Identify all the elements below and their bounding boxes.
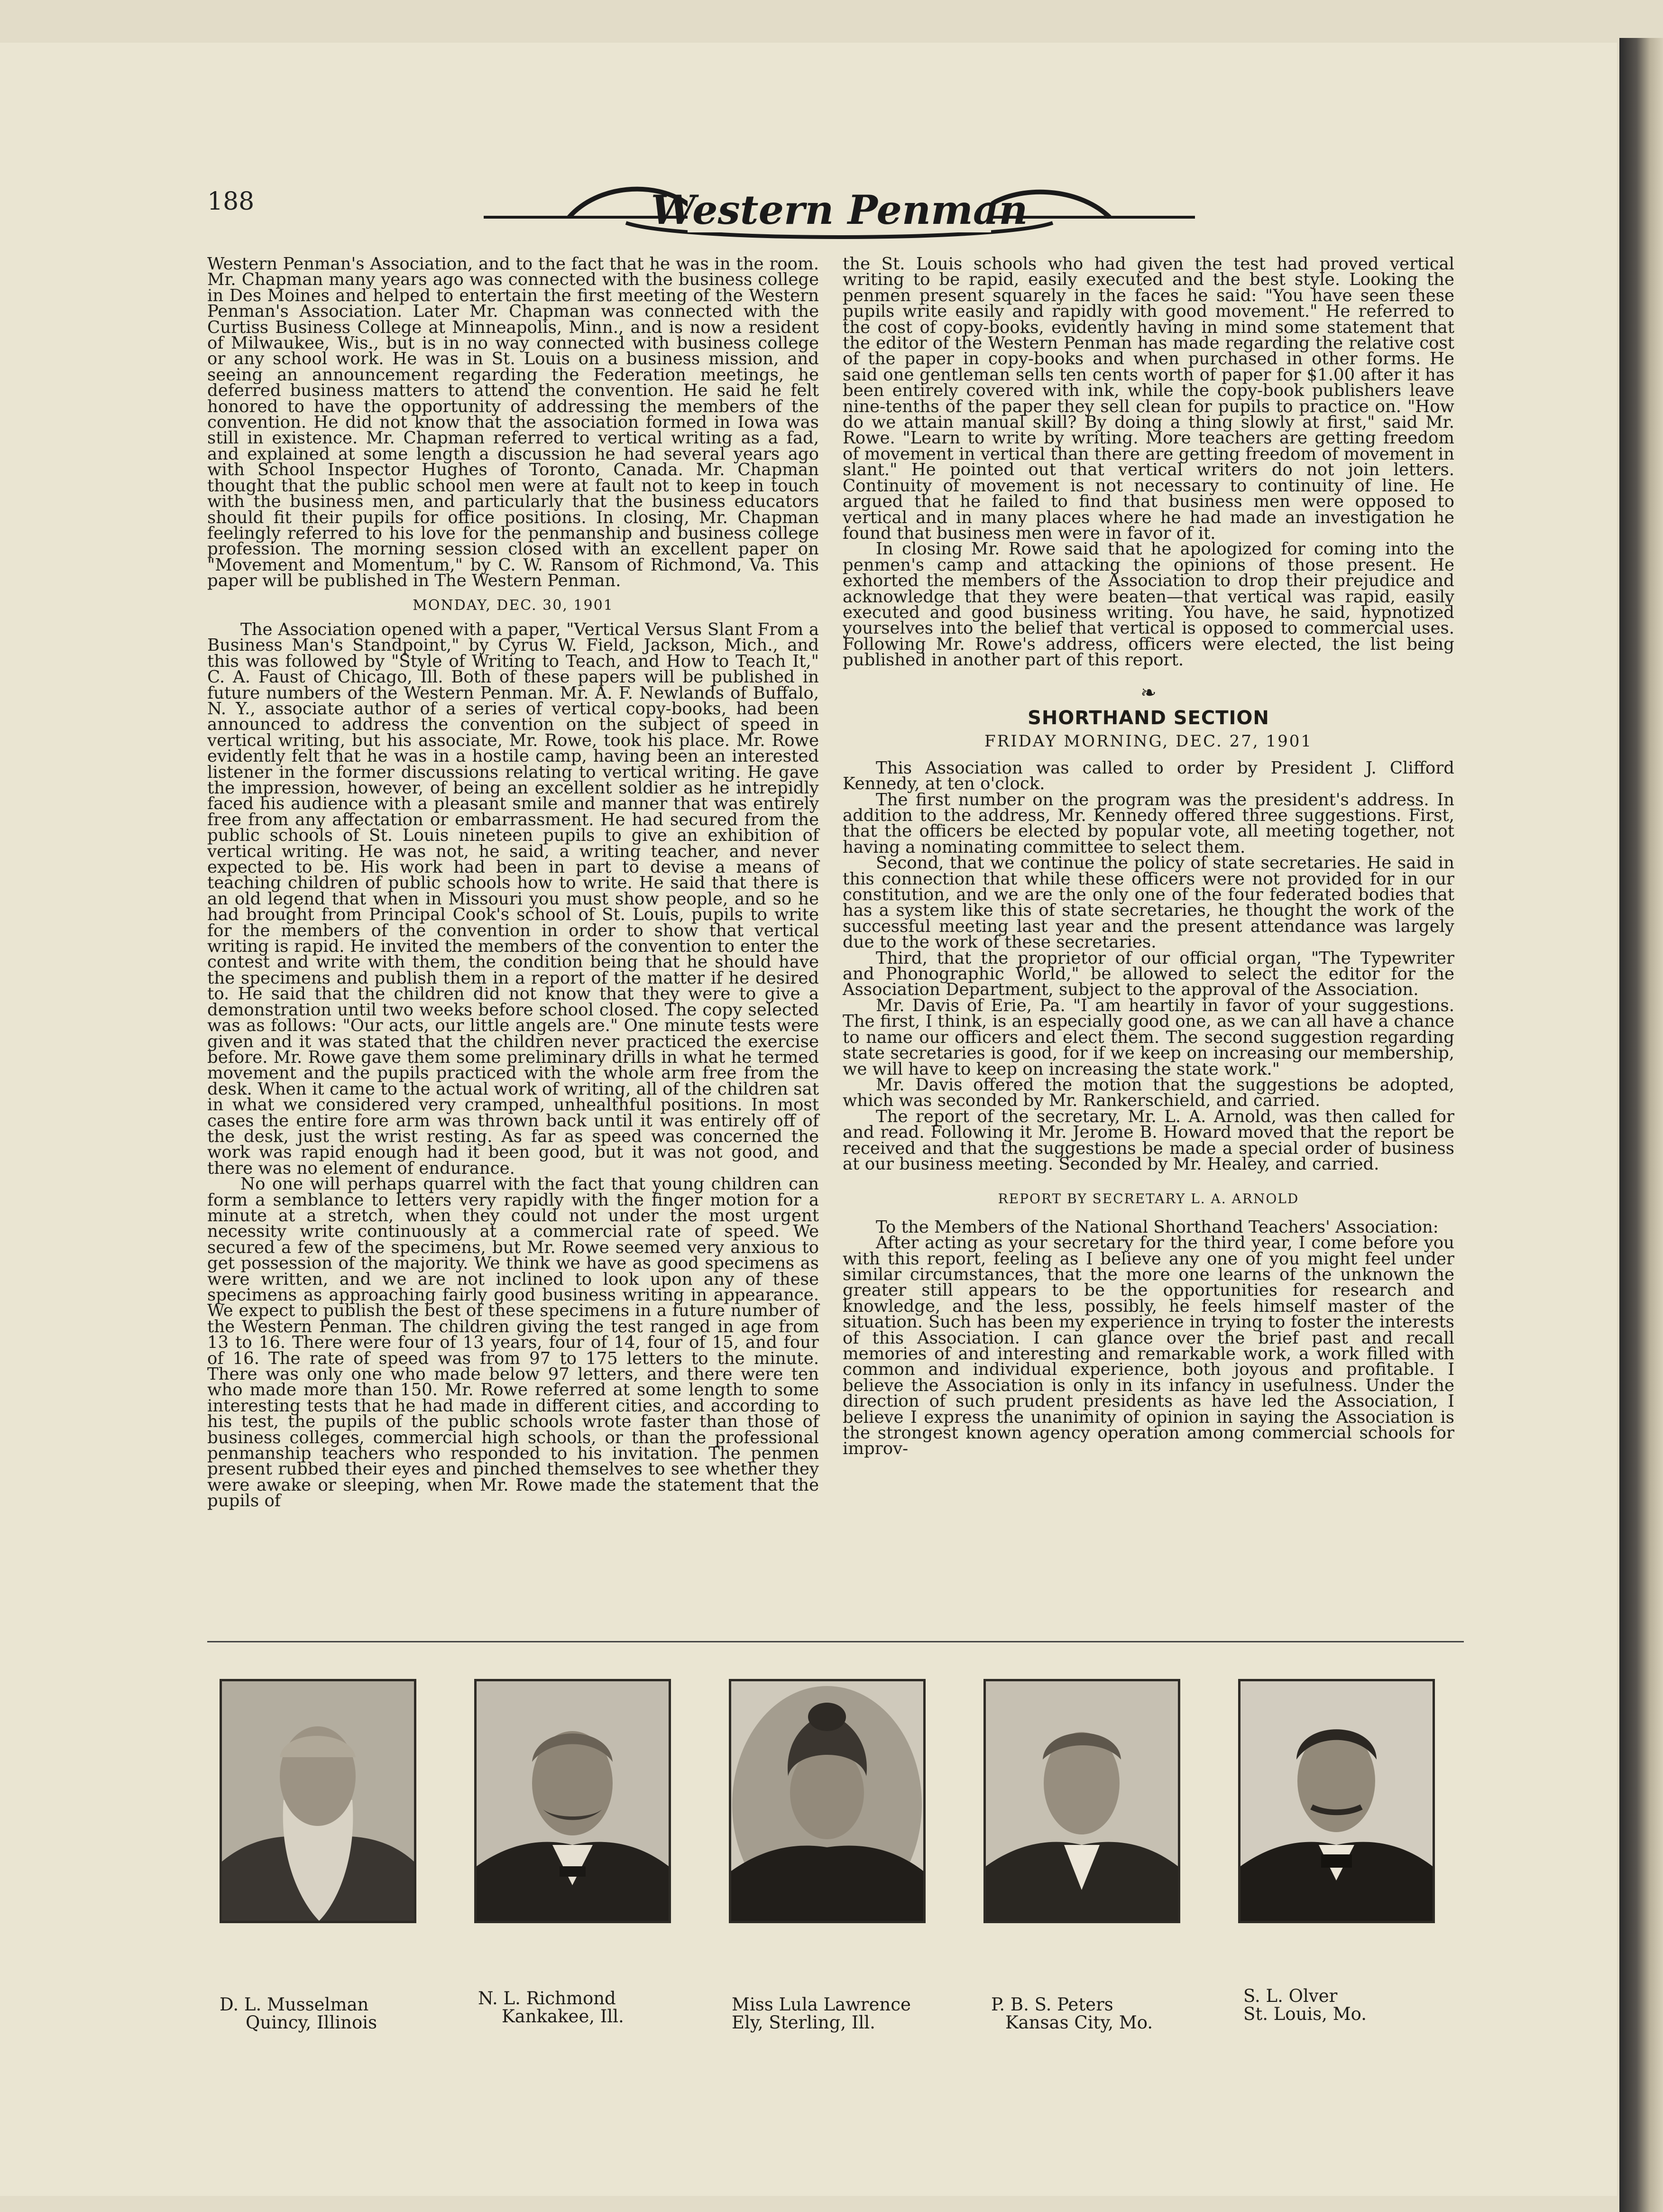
caption-place: St. Louis, Mo. bbox=[1243, 2004, 1367, 2024]
masthead-ornament-icon bbox=[484, 175, 1195, 247]
caption-place: Kansas City, Mo. bbox=[1005, 2012, 1153, 2033]
leaf-ornament-icon: ❧ bbox=[1140, 682, 1157, 704]
left-column bbox=[207, 256, 819, 1509]
caption-lawrence bbox=[732, 1996, 911, 2032]
page-edge bbox=[1619, 38, 1663, 2212]
report-title: REPORT BY SECRETARY L. A. ARNOLD bbox=[998, 1191, 1299, 1207]
right-paragraph: To the Members of the National Shorthand Teachers' Association: bbox=[876, 1217, 1439, 1237]
caption-name: S. L. Olver bbox=[1243, 1986, 1338, 2006]
section-title: SHORTHAND SECTION bbox=[1028, 707, 1269, 729]
dateline-monday: MONDAY, DEC. 30, 1901 bbox=[413, 597, 614, 614]
right-column bbox=[843, 256, 1454, 1457]
portrait-photo bbox=[983, 1679, 1180, 1923]
caption-name: Miss Lula Lawrence bbox=[732, 1994, 911, 2015]
right-paragraph: After acting as your secretary for the third year, I come before you with this report, feeling as I believe any one of you might feel under similar circumstances, that the more one learns of the unknown the greater still appears to be the opportunities for research and knowledge, and the less, possibly, he feels himself master of the situation. Such has been my experience in trying to foster the interests of this Association. I can glance over the brief past and recall memories of and interesting and remarkable work, a work filled with common and individual experience, both joyous and profitable. I believe the Association is only in its infancy in usefulness. Under the direction of such prudent presidents as have led the Association, I believe I express the unanimity of opinion in saying the Association is the strongest known agency operation among commercial schools for improv- bbox=[843, 1233, 1454, 1459]
right-paragraph: the St. Louis schools who had given the test had proved vertical writing to be rapid, easily executed and the best style. Looking the penmen present squarely in the faces he said: "You have seen these pupils write easily and rapidly with good movement." He referred to the cost of copy-books, evidently having in mind some statement that the editor of the Western Penman has made regarding the relative cost of the paper in copy-books and when purchased in other forms. He said one gentleman sells ten cents worth of paper for $1.00 after it has been entirely covered with ink, while the copy-book publishers leave nine-tenths of the paper they sell clean for pupils to practice on. "How do we attain manual skill? By doing a thing slowly at first," said Mr. Rowe. "Learn to write by writing. More teachers are getting freedom of movement in vertical than there are getting freedom of movement in slant." He pointed out that vertical writers do not join letters. Continuity of movement is not necessary to continuity of line. He argued that he failed to find that business men were opposed to vertical and in many places where he had made an investigation he found that business men were in favor of it. bbox=[843, 254, 1454, 543]
divider-rule bbox=[207, 1641, 1464, 1642]
portrait-photo bbox=[220, 1679, 416, 1923]
right-paragraph: Mr. Davis offered the motion that the suggestions be adopted, which was seconded by Mr. Rankerschield, and carried. bbox=[843, 1075, 1454, 1111]
section-date: FRIDAY MORNING, DEC. 27, 1901 bbox=[984, 732, 1313, 751]
left-paragraph: Western Penman's Association, and to the fact that he was in the room. Mr. Chapman many years ago was connected with the business college in Des Moines and helped to entertain the first meeting of the Western Penman's Association. Later Mr. Chapman was connected with the Curtiss Business College at Minneapolis, Minn., and is now a resident of Milwaukee, Wis., but is in no way connected with business college or any school work. He was in St. Louis on a business mission, and seeing an announcement regarding the Federation meetings, he deferred business matters to attend the convention. He said he felt honored to have the opportunity of addressing the members of the convention. He did not know that the association formed in Iowa was still in existence. Mr. Chapman referred to vertical writing as a fad, and explained at some length a discussion he had several years ago with School Inspector Hughes of Toronto, Canada. Mr. Chapman thought that the public school men were at fault not to keep in touch with the business men, and particularly that the business educators should fit their pupils for office positions. In closing, Mr. Chapman feelingly referred to his love for the penmanship and business college profession. The morning session closed with an excellent paper on "Movement and Momentum," by C. W. Ransom of Richmond, Va. This paper will be published in The Western Penman. bbox=[207, 254, 819, 591]
caption-musselman bbox=[220, 1996, 377, 2032]
caption-name: D. L. Musselman bbox=[220, 1994, 369, 2015]
page-number: 188 bbox=[207, 187, 255, 216]
right-paragraph: The report of the secretary, Mr. L. A. Arnold, was then called for and read. Following it Mr. Jerome B. Howard moved that the report be received and that the suggestions be made a special order of business at our business meeting. Seconded by Mr. Healey, and carried. bbox=[843, 1106, 1454, 1174]
right-paragraph: Mr. Davis of Erie, Pa. "I am heartily in favor of your suggestions. The first, I think, is an especially good one, as we can all have a chance to name our officers and elect them. The second suggestion regarding state secretaries is good, for if we keep on increasing our membership, we will have to keep on increasing the state work." bbox=[843, 995, 1454, 1079]
right-paragraph: This Association was called to order by President J. Clifford Kennedy, at ten o'clock. bbox=[843, 758, 1454, 794]
portrait-photo bbox=[474, 1679, 671, 1923]
right-paragraph: The first number on the program was the president's address. In addition to the address, Mr. Kennedy offered three suggestions. First, that the officers be elected by popular vote, all meeting together, not having a nominating committee to select them. bbox=[843, 790, 1454, 857]
caption-place: Quincy, Illinois bbox=[246, 2012, 377, 2033]
masthead-logo bbox=[484, 175, 1195, 247]
caption-place: Ely, Sterling, Ill. bbox=[732, 2012, 875, 2033]
right-paragraph: Second, that we continue the policy of state secretaries. He said in this connection that while these officers were not provided for in our constitution, and we are the only one of the four federated bodies that has a system like this of state secretaries, he thought the work of the successful meeting last year and the present attendance was largely due to the work of these secretaries. bbox=[843, 853, 1454, 952]
right-paragraph: Third, that the proprietor of our official organ, "The Typewriter and Phonographic World," be allowed to select the editor for the Association Department, subject to the approval of the Association. bbox=[843, 948, 1454, 1000]
right-paragraph: In closing Mr. Rowe said that he apologized for coming into the penmen's camp and attacking the opinions of those present. He exhorted the members of the Association to drop their prejudice and acknowledge that they were beaten—that vertical was rapid, easily executed and good business writing. You have, he said, hypnotized yourselves into the belief that vertical is opposed to commercial uses. Following Mr. Rowe's address, officers were elected, the list being published in another part of this report. bbox=[843, 539, 1454, 670]
portrait-photo bbox=[1238, 1679, 1435, 1923]
caption-richmond bbox=[478, 1990, 624, 2026]
masthead-title: Western Penman bbox=[651, 186, 1028, 233]
caption-olver bbox=[1243, 1987, 1367, 2023]
left-paragraph: The Association opened with a paper, "Vertical Versus Slant From a Business Man's Standpoint," by Cyrus W. Field, Jackson, Mich., and this was followed by "Style of Writing to Teach, and How to Teach It," C. A. Faust of Chicago, Ill. Both of these papers will be published in future numbers of the Western Penman. Mr. A. F. Newlands of Buffalo, N. Y., associate author of a series of vertical copy-books, had been announced to address the convention on the subject of speed in vertical writing, but his associate, Mr. Rowe, took his place. Mr. Rowe evidently felt that he was in a hostile camp, having been an interested listener in the former discussions relating to vertical writing. He gave the impression, however, of being an excellent soldier as he intrepidly faced his audience with a pleasant smile and manner that was entirely free from any affectation or embarrassment. He had secured from the public schools of St. Louis nineteen pupils to give an exhibition of vertical writing. He was not, he said, a writing teacher, and never expected to be. His work had been in part to devise a means of teaching children of public schools how to write. He said that there is an old legend that when in Missouri you must show people, and so he had brought from Principal Cook's school of St. Louis, pupils to write for the members of the convention in order to show that vertical writing is rapid. He invited the members of the convention to enter the contest and write with them, the condition being that he should have the specimens and publish them in a report of the matter if he desired to. He said that the children did not know that they were to give a demonstration until two weeks before school closed. The copy selected was as follows: "Our acts, our little angels are." One minute tests were given and it was stated that the children never practiced the exercise before. Mr. Rowe gave them some preliminary drills in what he termed movement and the pupils practiced with the whole arm free from the desk. When it came to the actual work of writing, all of the children sat in what we considered very cramped, unhealthful positions. In most cases the entire fore arm was thrown back until it was entirely off of the desk, just the wrist resting. As far as speed was concerned the work was rapid enough had it been good, but it was not good, and there was no element of endurance. bbox=[207, 619, 819, 1178]
caption-peters bbox=[991, 1996, 1153, 2032]
caption-place: Kankakee, Ill. bbox=[502, 2006, 624, 2027]
portrait-photo bbox=[729, 1679, 926, 1923]
left-paragraph: No one will perhaps quarrel with the fact that young children can form a semblance to letters very rapidly with the finger motion for a minute at a stretch, when they could not under the most urgent necessity write continuously at a commercial rate of speed. We secured a few of the specimens, but Mr. Rowe seemed very anxious to get possession of the majority. We think we have as good specimens as were written, and we are not inclined to look upon any of these specimens as approaching fairly good business writing in appearance. We expect to publish the best of these specimens in a future number of the Western Penman. The children giving the test ranged in age from 13 to 16. There were four of 13 years, four of 14, four of 15, and four of 16. The rate of speed was from 97 to 175 letters to the minute. There was only one who made below 97 letters, and there were ten who made more than 150. Mr. Rowe referred at some length to some interesting tests that he had made in different cities, and according to his test, the pupils of the public schools wrote faster than those of business colleges, commercial high schools, or than the professional penmanship teachers who responded to his invitation. The penmen present rubbed their eyes and pinched themselves to see whether they were awake or sleeping, when Mr. Rowe made the statement that the pupils of bbox=[207, 1174, 819, 1511]
caption-name: P. B. S. Peters bbox=[991, 1994, 1113, 2015]
caption-name: N. L. Richmond bbox=[478, 1988, 616, 2009]
